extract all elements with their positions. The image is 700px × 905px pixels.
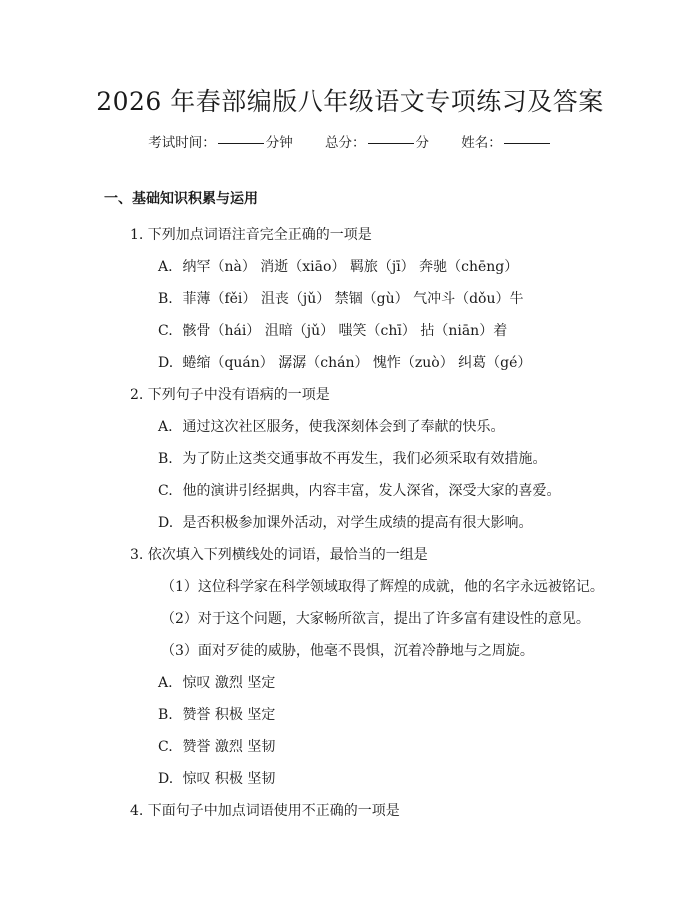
question-3-option-a: A. 惊叹 激烈 坚定 <box>158 675 276 691</box>
total-score-blank <box>368 143 414 144</box>
question-3-option-d: D. 惊叹 积极 坚韧 <box>158 771 276 787</box>
question-4-stem: 4. 下面句子中加点词语使用不正确的一项是 <box>130 803 400 819</box>
total-score-label: 总分： <box>325 135 366 151</box>
student-name-blank <box>504 143 550 144</box>
question-1-option-a: A. 纳罕（nà） 消逝（xiāo） 羁旅（jī） 奔驰（chēng） <box>158 259 519 275</box>
exam-time <box>148 135 297 151</box>
question-1-option-c: C. 骸骨（hái） 沮暗（jǔ） 嗤笑（chī） 拈（niān）着 <box>158 323 508 339</box>
question-2-option-c: C. 他的演讲引经据典，内容丰富，发人深省，深受大家的喜爱。 <box>158 483 561 499</box>
document-title: 2026 年春部编版八年级语文专项练习及答案 <box>96 87 604 116</box>
exam-time-blank <box>218 143 264 144</box>
question-3-sentence-1: （1）这位科学家在科学领域取得了辉煌的成就，他的名字永远被铭记。 <box>161 579 604 595</box>
question-2-option-a: A. 通过这次社区服务，使我深刻体会到了奉献的快乐。 <box>158 419 505 435</box>
student-name <box>461 135 552 151</box>
question-1-stem: 1. 下列加点词语注音完全正确的一项是 <box>130 227 372 243</box>
question-3-option-b: B. 赞誉 积极 坚定 <box>158 707 276 723</box>
exam-time-label: 考试时间： <box>148 135 216 151</box>
question-3-sentence-3: （3）面对歹徒的威胁，他毫不畏惧，沉着冷静地与之周旋。 <box>161 643 534 659</box>
total-score-unit: 分 <box>415 135 429 151</box>
question-3-option-c: C. 赞誉 激烈 坚韧 <box>158 739 276 755</box>
question-3-sentence-2: （2）对于这个问题，大家畅所欲言，提出了许多富有建设性的意见。 <box>161 611 590 627</box>
exam-time-unit: 分钟 <box>265 135 293 151</box>
total-score <box>325 135 433 151</box>
exam-info-line <box>0 131 700 151</box>
question-3-stem: 3. 依次填入下列横线处的词语，最恰当的一组是 <box>130 547 428 563</box>
question-2-option-d: D. 是否积极参加课外活动，对学生成绩的提高有很大影响。 <box>158 515 533 531</box>
student-name-label: 姓名： <box>461 135 502 151</box>
question-1-option-b: B. 菲薄（fěi） 沮丧（jǔ） 禁锢（gù） 气冲斗（dǒu）牛 <box>158 291 524 307</box>
section-heading: 一、基础知识积累与运用 <box>104 191 258 207</box>
question-1-option-d: D. 蜷缩（quán） 潺潺（chán） 愧怍（zuò） 纠葛（gé） <box>158 355 532 371</box>
question-2-stem: 2. 下列句子中没有语病的一项是 <box>130 387 330 403</box>
question-2-option-b: B. 为了防止这类交通事故不再发生，我们必须采取有效措施。 <box>158 451 547 467</box>
